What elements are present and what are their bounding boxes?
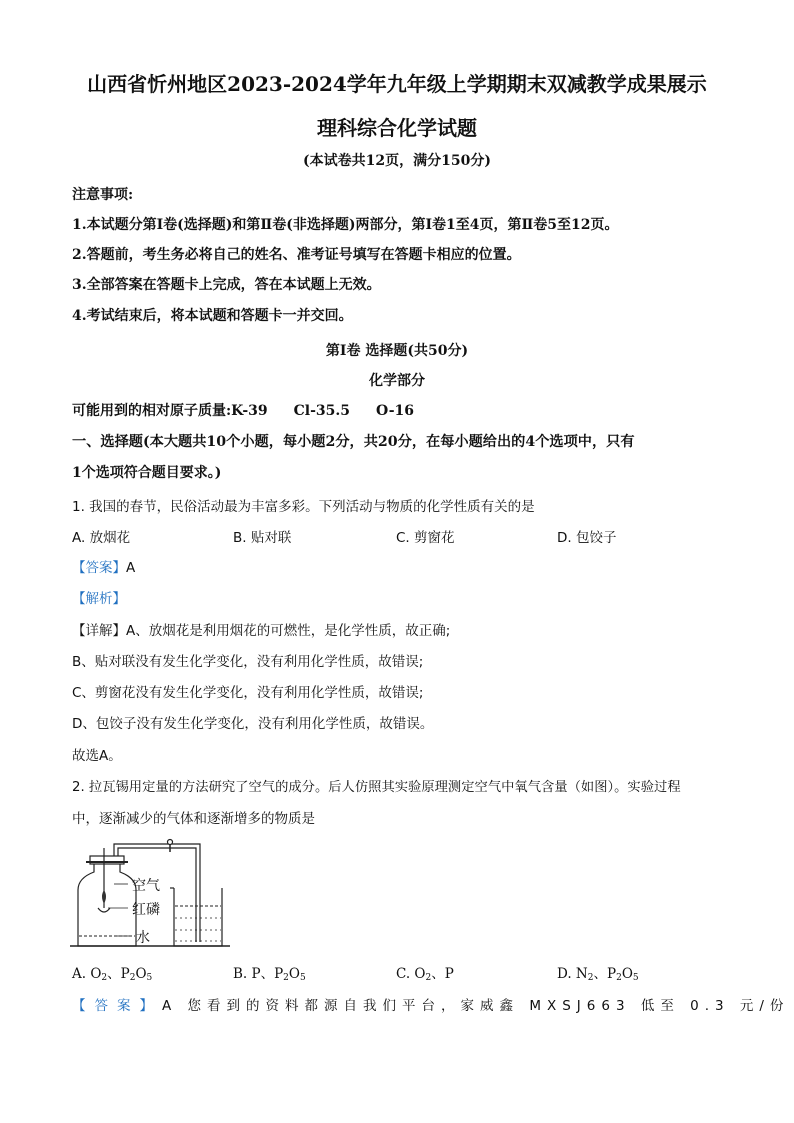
option-text: 、P (593, 966, 617, 982)
subscript: 2 (101, 973, 108, 983)
q2-option-a (72, 962, 152, 983)
option-text: C. O (396, 966, 426, 982)
volume-title: 第Ⅰ卷 选择题(共50分) (325, 343, 469, 359)
option-text: B. P、P (233, 966, 284, 982)
q2-option-c (396, 962, 454, 983)
atomic-mass: O-16 (376, 403, 415, 419)
q1-option-a: A. 放烟花 (72, 530, 131, 546)
q1-conclusion: 故选A。 (72, 748, 122, 764)
exam-subtitle: (本试卷共12页，满分150分) (303, 153, 491, 169)
option-text: A. O (72, 966, 102, 982)
q1-detail-line (72, 619, 450, 639)
option-text: D. N (557, 966, 588, 982)
q1-answer (72, 556, 135, 576)
q2-stem: 中，逐渐减少的气体和逐渐增多的物质是 (72, 811, 315, 827)
notice-item: 2.答题前，考生务必将自己的姓名、准考证号填写在答题卡相应的位置。 (72, 247, 521, 263)
notice-item: 4.考试结束后，将本试题和答题卡一并交回。 (72, 308, 353, 324)
subscript: 2 (425, 973, 432, 983)
atomic-mass: Cl-35.5 (293, 403, 350, 419)
exam-title-line1: 山西省忻州地区2023-2024学年九年级上学期期末双减教学成果展示 (87, 72, 707, 96)
subscript: 2 (283, 973, 289, 983)
q1-option-b: B. 贴对联 (233, 530, 292, 546)
option-text: 、P (107, 966, 130, 982)
experiment-apparatus-figure (70, 838, 240, 952)
q1-option-c: C. 剪窗花 (396, 530, 455, 546)
q1-detail-line: D、包饺子没有发生化学变化，没有利用化学性质，故错误。 (72, 716, 434, 732)
q1-option-d: D. 包饺子 (557, 530, 617, 546)
subscript: 2 (587, 973, 594, 983)
answer-value: A (126, 560, 136, 576)
q2-option-d (557, 962, 639, 983)
q2-stem: 2. 拉瓦锡用定量的方法研究了空气的成分。后人仿照其实验原理测定空气中氧气含量（如图）。实验过程 (72, 780, 681, 795)
detail-tag: 【详解】 (72, 623, 126, 639)
subscript: 5 (146, 973, 153, 983)
atomic-mass: K-39 (231, 403, 268, 419)
option-text: O (135, 966, 147, 982)
q1-detail-line: B、贴对联没有发生化学变化，没有利用化学性质，故错误; (72, 654, 424, 670)
part-title: 化学部分 (369, 373, 425, 389)
detail-text: A、放烟花是利用烟花的可燃性，是化学性质，故正确; (126, 623, 451, 639)
notice-item: 1.本试题分第Ⅰ卷(选择题)和第Ⅱ卷(非选择题)两部分，第Ⅰ卷1至4页，第Ⅱ卷5至12页。 (72, 217, 619, 233)
option-text: 、P (431, 966, 454, 982)
combustion-spoon (98, 908, 110, 912)
answer-tag: 【答案】 (72, 560, 126, 576)
flame-icon (102, 890, 106, 904)
answer-tag: 【答案】 (72, 998, 162, 1014)
option-text: O (621, 966, 633, 982)
option-text: O (288, 966, 300, 982)
subscript: 2 (129, 973, 136, 983)
notice-heading: 注意事项: (72, 187, 134, 203)
figure-label-air: 空气 (132, 878, 160, 894)
analysis-tag: 【解析】 (72, 591, 126, 607)
answer-text: A 您看到的资料都源自我们平台，家威鑫 MXSJ663 低至 0.3 元/份 (162, 998, 790, 1014)
q2-answer (72, 994, 789, 1014)
exam-title-line2: 理科综合化学试题 (317, 116, 477, 140)
figure-label-red-phosphorus: 红磷 (132, 902, 160, 918)
figure-label-water: 水 (136, 930, 150, 946)
subscript: 5 (299, 973, 306, 983)
subscript: 2 (616, 973, 622, 983)
q1-stem: 1. 我国的春节，民俗活动最为丰富多彩。下列活动与物质的化学性质有关的是 (72, 499, 535, 515)
atomic-masses (72, 400, 414, 420)
glass-jar (78, 864, 136, 946)
q2-option-b (233, 962, 306, 983)
section-instruction: 一、选择题(本大题共10个小题，每小题2分，共20分，在每小题给出的4个选项中，只有 (72, 434, 635, 450)
q1-detail-line: C、剪窗花没有发生化学变化，没有利用化学性质，故错误; (72, 685, 424, 701)
atomic-masses-label: 可能用到的相对原子质量: (72, 403, 232, 419)
subscript: 5 (632, 973, 639, 983)
section-instruction: 1个选项符合题目要求。) (72, 465, 222, 481)
beaker (174, 888, 222, 946)
notice-item: 3.全部答案在答题卡上完成，答在本试题上无效。 (72, 277, 381, 293)
